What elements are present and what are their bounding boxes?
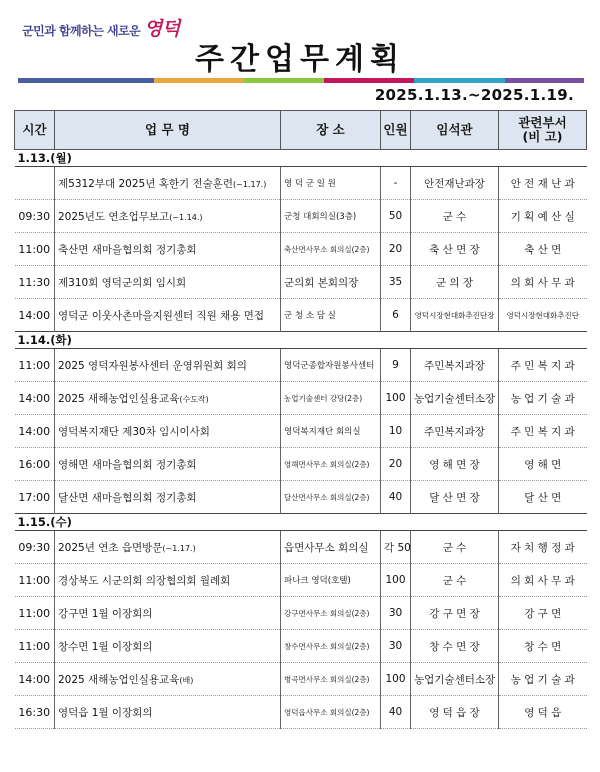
table-row bbox=[15, 597, 587, 630]
attendee-cell: 창 수 면 장 bbox=[411, 630, 499, 663]
time-cell: 14:00 bbox=[15, 415, 55, 448]
dept-cell: 주 민 복 지 과 bbox=[499, 415, 587, 448]
attendee-cell: 주민복지과장 bbox=[411, 349, 499, 382]
col-attendee: 임석관 bbox=[411, 111, 499, 150]
dept-cell: 영 덕 읍 bbox=[499, 696, 587, 729]
time-cell: 11:00 bbox=[15, 564, 55, 597]
task-cell: 영덕군 이웃사촌마을지원센터 직원 채용 면접 bbox=[55, 299, 281, 332]
place-cell: 영해면사무소 회의실(2층) bbox=[281, 448, 381, 481]
place-cell: 병곡면사무소 회의실(2층) bbox=[281, 663, 381, 696]
time-cell: 11:00 bbox=[15, 349, 55, 382]
page-title: 주간업무계획 bbox=[195, 42, 405, 77]
color-segment bbox=[324, 78, 415, 83]
place-cell: 군청 대회의실(3층) bbox=[281, 200, 381, 233]
attendee-cell: 영덕시장현대화추진단장 bbox=[411, 299, 499, 332]
people-cell: 10 bbox=[381, 415, 411, 448]
color-segment bbox=[18, 78, 154, 83]
color-segment bbox=[154, 78, 245, 83]
dept-cell: 영 해 면 bbox=[499, 448, 587, 481]
task-cell: 2025년 연초 읍면방문(~1.17.) bbox=[55, 531, 281, 564]
attendee-cell: 주민복지과장 bbox=[411, 415, 499, 448]
dept-cell: 농 업 기 술 과 bbox=[499, 663, 587, 696]
table-row bbox=[15, 663, 587, 696]
dept-cell: 강 구 면 bbox=[499, 597, 587, 630]
place-cell: 영 덕 군 일 원 bbox=[281, 167, 381, 200]
task-cell: 영해면 새마을협의회 정기총회 bbox=[55, 448, 281, 481]
task-cell: 영덕복지재단 제30차 임시이사회 bbox=[55, 415, 281, 448]
task-note: (~1.14.) bbox=[169, 212, 203, 222]
time-cell: 11:30 bbox=[15, 266, 55, 299]
time-cell: 17:00 bbox=[15, 481, 55, 514]
table-row bbox=[15, 696, 587, 729]
task-cell: 강구면 1월 이장회의 bbox=[55, 597, 281, 630]
dept-cell: 축 산 면 bbox=[499, 233, 587, 266]
dept-cell: 농 업 기 술 과 bbox=[499, 382, 587, 415]
time-cell: 11:00 bbox=[15, 630, 55, 663]
logo-name: 영덕 bbox=[143, 18, 180, 40]
table-row bbox=[15, 266, 587, 299]
schedule-table bbox=[14, 110, 587, 729]
people-cell: 35 bbox=[381, 266, 411, 299]
color-divider bbox=[18, 78, 584, 83]
people-cell: 100 bbox=[381, 382, 411, 415]
people-cell: 100 bbox=[381, 663, 411, 696]
table-row bbox=[15, 349, 587, 382]
people-cell: 40 bbox=[381, 481, 411, 514]
attendee-cell: 군 수 bbox=[411, 564, 499, 597]
attendee-cell: 영 해 면 장 bbox=[411, 448, 499, 481]
dept-cell: 의 회 사 무 과 bbox=[499, 266, 587, 299]
task-note: (수도작) bbox=[179, 394, 209, 404]
day-header-row bbox=[15, 332, 587, 349]
dept-cell: 의 회 사 무 과 bbox=[499, 564, 587, 597]
logo-slogan: 군민과 함께하는 새로운 bbox=[22, 24, 141, 38]
attendee-cell: 농업기술센터소장 bbox=[411, 382, 499, 415]
people-cell: 50 bbox=[381, 200, 411, 233]
task-cell: 영덕읍 1월 이장회의 bbox=[55, 696, 281, 729]
time-cell: 14:00 bbox=[15, 382, 55, 415]
task-cell: 2025 영덕자원봉사센터 운영위원회 회의 bbox=[55, 349, 281, 382]
attendee-cell: 군 수 bbox=[411, 200, 499, 233]
col-dept: 관련부서 (비 고) bbox=[499, 111, 587, 150]
table-row bbox=[15, 233, 587, 266]
people-cell: 20 bbox=[381, 448, 411, 481]
task-cell: 경상북도 시군의회 의장협의회 월례회 bbox=[55, 564, 281, 597]
dept-cell: 창 수 면 bbox=[499, 630, 587, 663]
place-cell: 읍면사무소 회의실 bbox=[281, 531, 381, 564]
dept-cell: 달 산 면 bbox=[499, 481, 587, 514]
table-row bbox=[15, 299, 587, 332]
time-cell bbox=[15, 167, 55, 200]
task-cell: 제5312부대 2025년 혹한기 전술훈련(~1.17.) bbox=[55, 167, 281, 200]
table-row bbox=[15, 415, 587, 448]
dept-cell: 주 민 복 지 과 bbox=[499, 349, 587, 382]
place-cell: 달산면사무소 회의실(2층) bbox=[281, 481, 381, 514]
table-row bbox=[15, 564, 587, 597]
table-row bbox=[15, 167, 587, 200]
place-cell: 축산면사무소 회의실(2층) bbox=[281, 233, 381, 266]
place-cell: 농업기술센터 강당(2층) bbox=[281, 382, 381, 415]
col-task: 업 무 명 bbox=[55, 111, 281, 150]
attendee-cell: 달 산 면 장 bbox=[411, 481, 499, 514]
task-cell: 2025 새해농업인실용교육(배) bbox=[55, 663, 281, 696]
period-range: 2025.1.13.~2025.1.19. bbox=[374, 86, 574, 104]
col-people: 인원 bbox=[381, 111, 411, 150]
task-note: (~1.17.) bbox=[162, 543, 196, 553]
task-cell: 축산면 새마을협의회 정기총회 bbox=[55, 233, 281, 266]
attendee-cell: 강 구 면 장 bbox=[411, 597, 499, 630]
attendee-cell: 군 의 장 bbox=[411, 266, 499, 299]
day-header-row bbox=[15, 150, 587, 167]
task-cell: 달산면 새마을협의회 정기총회 bbox=[55, 481, 281, 514]
color-segment bbox=[505, 78, 584, 83]
people-cell: 30 bbox=[381, 597, 411, 630]
table-row bbox=[15, 630, 587, 663]
place-cell: 영덕군종합자원봉사센터 bbox=[281, 349, 381, 382]
time-cell: 09:30 bbox=[15, 200, 55, 233]
attendee-cell: 군 수 bbox=[411, 531, 499, 564]
place-cell: 창수면사무소 회의실(2층) bbox=[281, 630, 381, 663]
time-cell: 14:00 bbox=[15, 663, 55, 696]
place-cell: 군의회 본회의장 bbox=[281, 266, 381, 299]
task-cell: 창수면 1월 이장회의 bbox=[55, 630, 281, 663]
color-segment bbox=[414, 78, 505, 83]
time-cell: 09:30 bbox=[15, 531, 55, 564]
attendee-cell: 영 덕 읍 장 bbox=[411, 696, 499, 729]
task-note: (~1.17.) bbox=[233, 179, 267, 189]
place-cell: 강구면사무소 회의실(2층) bbox=[281, 597, 381, 630]
place-cell: 파나크 영덕(호텔) bbox=[281, 564, 381, 597]
attendee-cell: 축 산 면 장 bbox=[411, 233, 499, 266]
dept-cell: 안 전 재 난 과 bbox=[499, 167, 587, 200]
color-segment bbox=[244, 78, 323, 83]
people-cell: 6 bbox=[381, 299, 411, 332]
day-header-row bbox=[15, 514, 587, 531]
place-cell: 영덕복지재단 회의실 bbox=[281, 415, 381, 448]
attendee-cell: 안전재난과장 bbox=[411, 167, 499, 200]
people-cell: 각 50 bbox=[381, 531, 411, 564]
table-row bbox=[15, 448, 587, 481]
day-label: 1.15.(수) bbox=[15, 514, 587, 531]
task-cell: 2025 새해농업인실용교육(수도작) bbox=[55, 382, 281, 415]
attendee-cell: 농업기술센터소장 bbox=[411, 663, 499, 696]
table-row bbox=[15, 531, 587, 564]
time-cell: 14:00 bbox=[15, 299, 55, 332]
place-cell: 군 청 소 담 실 bbox=[281, 299, 381, 332]
day-label: 1.14.(화) bbox=[15, 332, 587, 349]
time-cell: 11:00 bbox=[15, 597, 55, 630]
time-cell: 16:00 bbox=[15, 448, 55, 481]
people-cell: 40 bbox=[381, 696, 411, 729]
time-cell: 16:30 bbox=[15, 696, 55, 729]
dept-cell: 영덕시장현대화추진단 bbox=[499, 299, 587, 332]
people-cell: 9 bbox=[381, 349, 411, 382]
time-cell: 11:00 bbox=[15, 233, 55, 266]
table-header-row bbox=[15, 111, 587, 150]
people-cell: 20 bbox=[381, 233, 411, 266]
task-note: (배) bbox=[179, 675, 194, 685]
col-place: 장 소 bbox=[281, 111, 381, 150]
dept-cell: 자 치 행 정 과 bbox=[499, 531, 587, 564]
table-row bbox=[15, 481, 587, 514]
people-cell: 30 bbox=[381, 630, 411, 663]
table-row bbox=[15, 382, 587, 415]
dept-cell: 기 획 예 산 실 bbox=[499, 200, 587, 233]
task-cell: 2025년도 연초업무보고(~1.14.) bbox=[55, 200, 281, 233]
place-cell: 영덕읍사무소 회의실(2층) bbox=[281, 696, 381, 729]
day-label: 1.13.(월) bbox=[15, 150, 587, 167]
task-cell: 제310회 영덕군의회 임시회 bbox=[55, 266, 281, 299]
people-cell: 100 bbox=[381, 564, 411, 597]
table-row bbox=[15, 200, 587, 233]
col-time: 시간 bbox=[15, 111, 55, 150]
people-cell: - bbox=[381, 167, 411, 200]
